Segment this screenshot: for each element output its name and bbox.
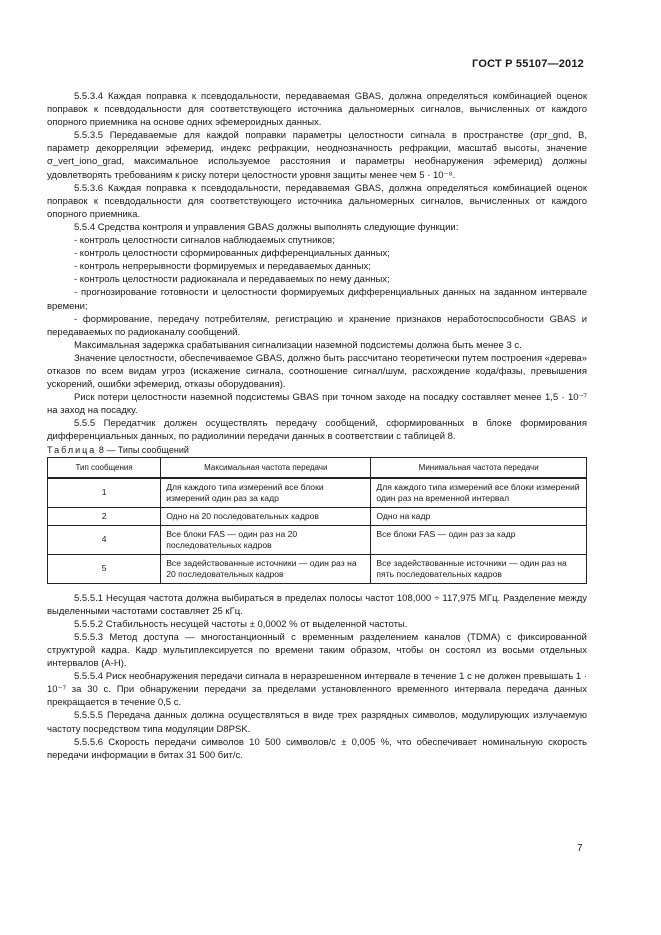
table-cell: Одно на 20 последовательных кадров	[161, 507, 371, 525]
column-header: Минимальная частота передачи	[371, 457, 587, 478]
list-item: - контроль целостности сигналов наблюдаемых спутников;	[74, 235, 335, 247]
column-header: Максимальная частота передачи	[161, 457, 371, 478]
paragraph: Значение целостности, обеспечиваемое GBAS, должно быть рассчитано теоретически путем построения «дерева» отказов по всем видам угроз (искажение сигнала, соотношение сигнал/шум, расхождение кода/фазы, превышения ускорений, ошибки эфемерид, отказы оборудования).	[47, 352, 587, 391]
table-caption	[47, 444, 587, 457]
table-cell: Одно на кадр	[371, 507, 587, 525]
page-body	[47, 90, 587, 762]
list-item: - контроль целостности сформированных дифференциальных данных;	[74, 248, 390, 260]
table-caption-title: 8 — Типы сообщений	[98, 444, 189, 455]
paragraph: 5.5.3.4 Каждая поправка к псевдодальности, передаваемая GBAS, должна определяться комбинацией оценок поправок к псевдодальности для соответствующего источника дальномерных сигналов, вычисленных от каждого опорного приемника на основе одних эфемероидных данных.	[47, 91, 587, 129]
list-item: - прогнозирование готовности и целостности формируемых дифференциальных данных на заданном интервале времени;	[47, 287, 587, 312]
paragraph: 5.5.5.6 Скорость передачи символов 10 500 символов/с ± 0,005 %, что обеспечивает номинальную скорость передачи информации в битах 31 500 бит/с.	[47, 736, 587, 761]
paragraph: 5.5.5.5 Передача данных должна осуществляться в виде трех разрядных символов, модулирующих излучаемую частоту посредством типа модуляции D8PSK.	[47, 710, 587, 735]
paragraph: 5.5.5 Передатчик должен осуществлять передачу сообщений, сформированных в блоке формирования дифференциальных данных, по радиолинии передачи данных в соответствии с таблицей 8.	[47, 418, 587, 443]
table-row	[48, 478, 587, 508]
table-cell: 2	[48, 507, 161, 525]
paragraph: Максимальная задержка срабатывания сигнализации наземной подсистемы должна быть менее 3 с.	[74, 339, 522, 351]
table-row	[48, 554, 587, 583]
table-cell: Все блоки FAS — один раз на 20 последовательных кадров	[161, 525, 371, 554]
document-code: ГОСТ Р 55107—2012	[472, 58, 584, 70]
table-cell: Все задействованные источники — один раз на 20 последовательных кадров	[161, 554, 371, 583]
list-item: - контроль непрерывности формируемых и передаваемых данных;	[74, 261, 371, 273]
column-header: Тип сообщения	[48, 457, 161, 478]
table-header-row	[48, 457, 587, 478]
paragraph: 5.5.5.1 Несущая частота должна выбираться в пределах полосы частот 108,000 ÷ 117,975 МГц. Разделение между выделенными частотами составляет 25 кГц.	[47, 592, 587, 617]
table-cell: 1	[48, 478, 161, 508]
page-number: 7	[577, 843, 583, 854]
paragraph: 5.5.4 Средства контроля и управления GBAS должны выполнять следующие функции:	[74, 221, 459, 233]
table-cell: Для каждого типа измерений все блоки измерений один раз на временной интервал	[371, 478, 587, 508]
table-cell: Все блоки FAS — один раз за кадр	[371, 525, 587, 554]
table-cell: Все задействованные источники — один раз на пять последовательных кадров	[371, 554, 587, 583]
message-types-table	[47, 457, 587, 584]
table-cell: 4	[48, 525, 161, 554]
list-item: - формирование, передачу потребителям, регистрацию и хранение признаков неработоспособности GBAS и передаваемых по радиоканалу сообщений.	[47, 313, 587, 338]
paragraph: Риск потери целостности наземной подсистемы GBAS при точном заходе на посадку составляет менее 1,5 · 10⁻⁷ на заход на посадку.	[47, 392, 587, 417]
section-after-table	[47, 592, 587, 762]
list-item: - контроль целостности радиоканала и передаваемых по нему данных;	[74, 274, 390, 286]
paragraph: 5.5.3.5 Передаваемые для каждой поправки параметры целостности сигнала в пространстве (σpr_gnd, B, параметр декорреляции эфемерид, индекс рефракции, неоднозначность рефракции, масштаб высоты, значение σ_vert_iono_grad, максимальное используемое расстояния и параметры необнаружения эфемерид) должны удовлетворять требованиям к риску потери целостности уровня защиты менее чем 5 · 10⁻⁸.	[47, 130, 587, 181]
paragraph: 5.5.3.6 Каждая поправка к псевдодальности, передаваемая GBAS, должна определяться комбинацией оценок поправок к псевдодальности для соответствующего источника дальномерных сигналов, вычисленных от каждого опорного приемника.	[47, 182, 587, 220]
table-cell: Для каждого типа измерений все блоки измерений один раз за кадр	[161, 478, 371, 508]
table-cell: 5	[48, 554, 161, 583]
table-caption-label: Таблица	[47, 444, 97, 455]
paragraph: 5.5.5.3 Метод доступа — многостанционный с временным разделением каналов (TDMA) с фиксированной структурой кадра. Кадр мультиплексируется по времени таким образом, чтобы он состоял из восьми отдельных интервалов (A-H).	[47, 631, 587, 670]
table-row	[48, 525, 587, 554]
table-row	[48, 507, 587, 525]
paragraph: 5.5.5.4 Риск необнаружения передачи сигнала в неразрешенном интервале в течение 1 с не должен превышать 1 · 10⁻⁷ за 30 с. При обнаружении передачи за пределами установленного временного интервала передача данных прекращается в течение 0,5 с.	[47, 671, 587, 709]
paragraph: 5.5.5.2 Стабильность несущей частоты ± 0,0002 % от выделенной частоты.	[74, 618, 408, 630]
